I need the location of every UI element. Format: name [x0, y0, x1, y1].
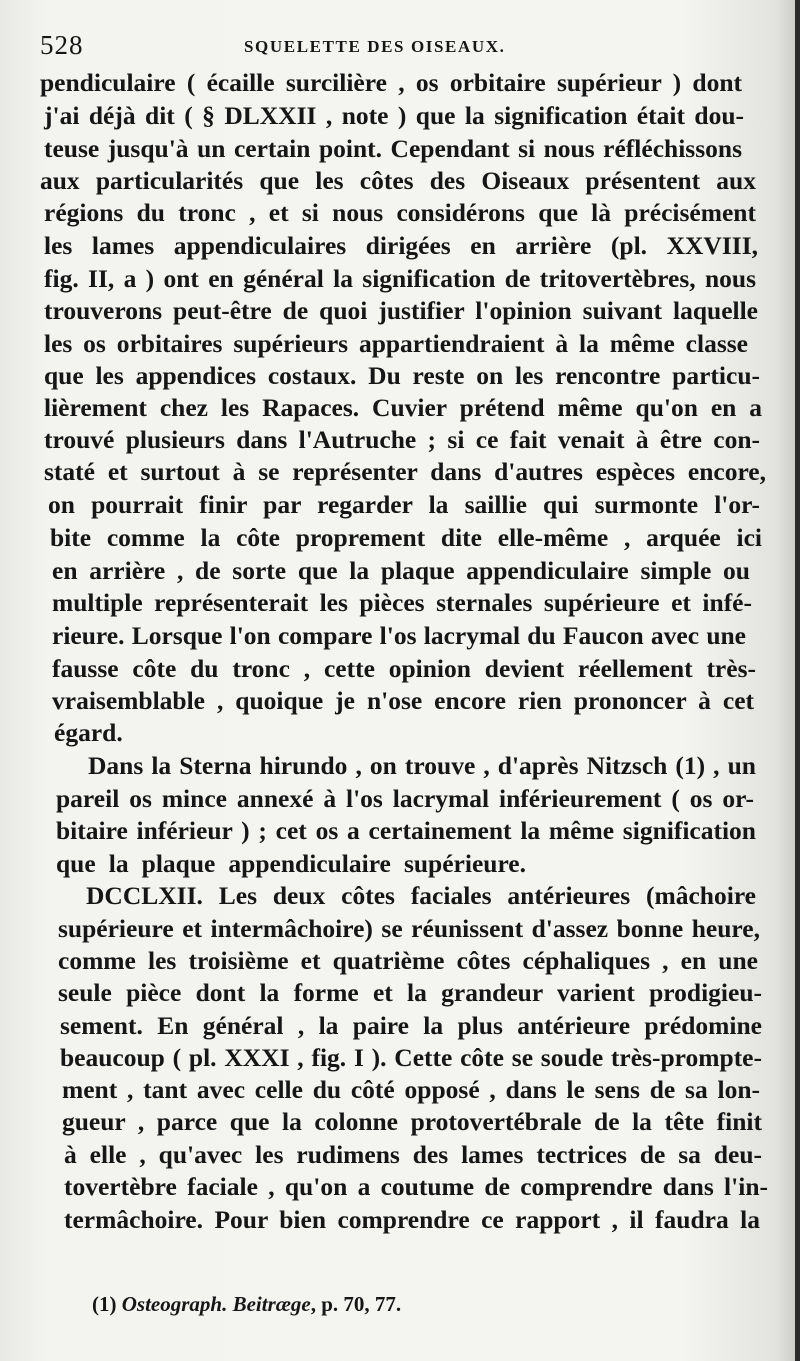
text-line: sement. En général , la paire la plus antérieure prédomine: [60, 1011, 762, 1040]
text-line: aux particularités que les côtes des Oiseaux présentent aux: [40, 166, 756, 195]
text-line: bite comme la côte proprement dite elle-même , arquée ici: [50, 523, 762, 552]
text-line: multiple représenterait les pièces sternales supérieure et infé-: [52, 588, 752, 617]
text-line: tovertèbre faciale , qu'on a coutume de comprendre dans l'in-: [64, 1172, 768, 1201]
text-line: que les appendices costaux. Du reste on les rencontre particu-: [44, 361, 760, 390]
text-line: fig. II, a ) ont en général la signification de tritovertèbres, nous: [44, 264, 756, 293]
text-line: que la plaque appendiculaire supérieure.: [56, 849, 526, 878]
text-line: on pourrait finir par regarder la saillie qui surmonte l'or-: [48, 490, 760, 519]
text-line: fausse côte du tronc , cette opinion devient réellement très-: [52, 654, 756, 683]
text-line: gueur , parce que la colonne protovertébrale de la tête finit: [62, 1107, 762, 1136]
text-line: comme les troisième et quatrième côtes céphaliques , en une: [58, 946, 758, 975]
footnote-source: Osteograph. Beitræge: [121, 1292, 311, 1316]
text-line: à elle , qu'avec les rudimens des lames tectrices de sa deu-: [64, 1140, 762, 1169]
footnote-marker: (1): [92, 1292, 117, 1316]
page-edge-shadow: [795, 0, 800, 1361]
text-line: beaucoup ( pl. XXXI , fig. I ). Cette côte se soude très-prompte-: [60, 1043, 762, 1072]
text-line: les os orbitaires supérieurs appartiendraient à la même classe: [44, 329, 748, 358]
text-line: termâchoire. Pour bien comprendre ce rapport , il faudra la: [64, 1205, 760, 1234]
text-line: DCCLXII. Les deux côtes faciales antérieures (mâchoire: [86, 881, 756, 910]
text-line: trouverons peut-être de quoi justifier l'opinion suivant laquelle: [44, 296, 758, 325]
text-line: pareil os mince annexé à l'os lacrymal inférieurement ( os or-: [56, 784, 754, 813]
footnote: [92, 1292, 401, 1317]
text-line: rieure. Lorsque l'on compare l'os lacrymal du Faucon avec une: [52, 621, 746, 650]
text-line: staté et surtout à se représenter dans d'autres espèces encore,: [44, 457, 766, 486]
text-line: ment , tant avec celle du côté opposé , dans le sens de sa lon-: [62, 1075, 760, 1104]
text-line: bitaire inférieur ) ; cet os a certainement la même signification: [56, 816, 756, 845]
text-line: j'ai déjà dit ( § DLXXII , note ) que la signification était dou-: [44, 101, 744, 130]
page-number: 528: [40, 30, 84, 60]
text-line: vraisemblable , quoique je n'ose encore rien prononcer à cet: [52, 686, 754, 715]
text-line: trouvé plusieurs dans l'Autruche ; si ce fait venait à être con-: [44, 425, 760, 454]
text-line: en arrière , de sorte que la plaque appendiculaire simple ou: [52, 556, 750, 585]
text-line: les lames appendiculaires dirigées en arrière (pl. XXVIII,: [44, 231, 758, 260]
footnote-pages: , p. 70, 77.: [310, 1292, 402, 1316]
text-line: régions du tronc , et si nous considérons que là précisément: [44, 198, 756, 227]
text-line: Dans la Sterna hirundo , on trouve , d'après Nitzsch (1) , un: [88, 751, 756, 780]
text-line: pendiculaire ( écaille surcilière , os orbitaire supérieur ) dont: [40, 68, 742, 97]
text-line: seule pièce dont la forme et la grandeur varient prodigieu-: [58, 978, 762, 1007]
text-line: lièrement chez les Rapaces. Cuvier prétend même qu'on en a: [44, 393, 762, 422]
text-line: teuse jusqu'à un certain point. Cependant si nous réfléchissons: [44, 134, 742, 163]
text-line: supérieure et intermâchoire) se réunissent d'assez bonne heure,: [58, 914, 760, 943]
text-line: égard.: [54, 718, 123, 747]
running-title: SQUELETTE DES OISEAUX.: [244, 37, 506, 56]
